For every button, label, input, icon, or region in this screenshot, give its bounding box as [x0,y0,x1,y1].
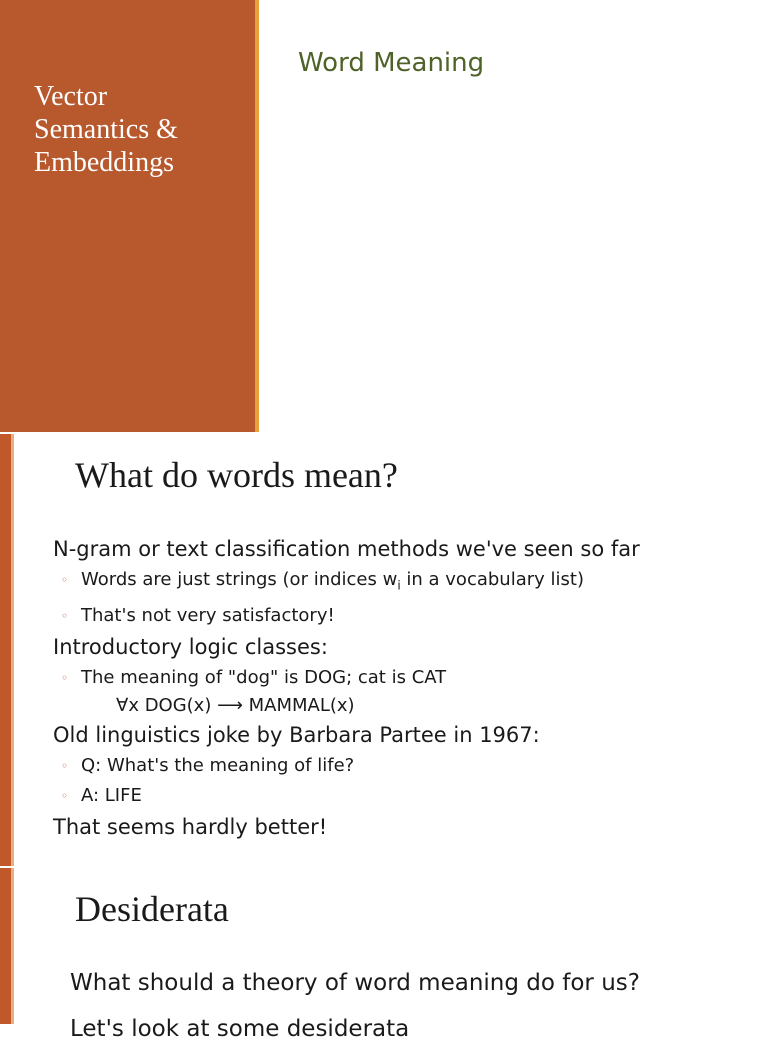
bullet-text: Q: What's the meaning of life? [81,754,355,776]
bullet-level1: N-gram or text classification methods we've seen so far [53,537,640,561]
slide-body [53,536,753,846]
bullet-text: A: LIFE [81,784,142,806]
bullet-level1: Old linguistics joke by Barbara Partee in 1967: [53,722,540,747]
title-slide [0,0,768,432]
logic-formula: ∀x DOG(x) ⟶ MAMMAL(x) [116,694,355,716]
slide-side-bar-highlight [11,434,14,866]
slide-side-bar [0,434,11,866]
panel-edge-accent [255,0,259,432]
bullet-circle-icon: ◦ [61,573,69,587]
bullet-text-continued: in a vocabulary list) [400,569,584,590]
bullet-level2 [61,754,753,778]
bullet-circle-icon: ◦ [61,670,69,685]
slide-title: Desiderata [75,889,229,929]
content-slide-what-do-words-mean [0,434,768,866]
bullet-level1: That seems hardly better! [53,814,328,839]
bullet-level2 [61,568,753,598]
bullet-subscript: i [397,578,401,593]
slide-body-partial-line: Let's look at some desiderata [70,1016,410,1042]
bullet-text: That's not very satisfactory! [81,604,335,626]
bullet-text: The meaning of "dog" is DOG; cat is CAT [81,666,447,688]
slide-side-bar [0,868,11,1024]
slide-subtitle: Word Meaning [298,48,485,78]
section-panel [0,0,255,432]
bullet-level2 [61,604,753,628]
slide-body-question: What should a theory of word meaning do for us? [70,970,640,996]
bullet-circle-icon: ◦ [61,788,69,803]
section-title: Vector Semantics & Embeddings [34,81,178,178]
bullet-level2 [61,784,753,808]
slide-side-bar-highlight [11,868,14,1024]
content-slide-desiderata [0,868,768,1042]
bullet-circle-icon: ◦ [61,608,69,623]
bullet-circle-icon: ◦ [61,758,69,773]
bullet-level2 [61,666,753,690]
bullet-text: Words are just strings (or indices w [81,569,398,590]
slide-title: What do words mean? [75,455,398,495]
bullet-level1: Introductory logic classes: [53,634,328,659]
